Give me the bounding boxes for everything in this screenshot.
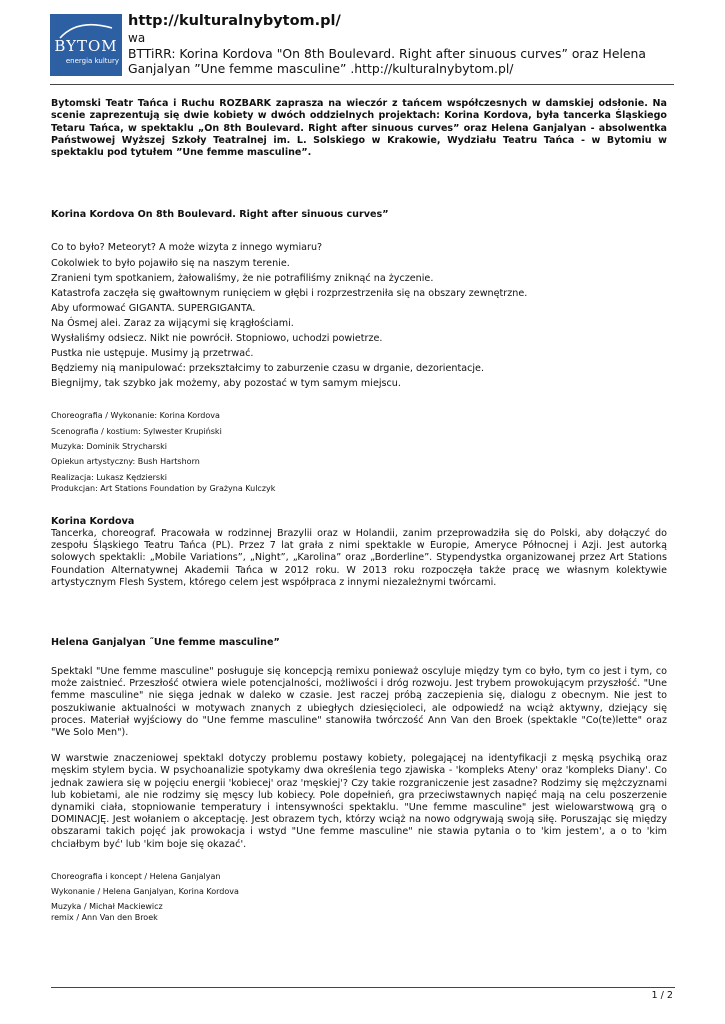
section-heading-korina: Korina Kordova On 8th Boulevard. Right after sinuous curves” [51,209,389,221]
header-title-line-1: BTTiRR: Korina Kordova "On 8th Boulevard. Right after sinuous curves” oraz Helena [128,46,646,61]
bio-heading-korina: Korina Kordova [51,515,135,527]
logo-subtitle: energia kultury [65,57,119,65]
credit-line: Choreografia / Wykonanie: Korina Kordova [51,411,220,421]
poem-line: Wysłaliśmy odsiecz. Nikt nie powrócił. Stopniowo, uchodzi powietrze. [51,333,383,345]
poem-line: Co to było? Meteoryt? A może wizyta z innego wymiaru? [51,242,323,254]
poem-line: Katastrofa zaczęła się gwałtownym runięciem w głębi i rozprzestrzeniła się na obszary zewnętrzne. [51,287,528,299]
document-body [51,98,667,928]
credit-line: Realizacja: Lukasz Kędzierski [51,472,167,482]
helena-paragraph-2: W warstwie znaczeniowej spektakl dotyczy problemu postawy kobiety, polegającej na identyfikacji z męską psychiką oraz męskim stylem bycia. W psychoanalizie spotykamy dwa określenia tego zjawiska - 'kompleks Ateny' oraz 'kompleks Diany'. Co jednak zawiera się w pojęciu energii 'kobiecej' oraz 'męskiej'? Czy takie rozgraniczenie jest zasadne? Rodzimy się mężczyznami lub kobietami, ale nie rodzimy się męscy lub kobiecy. Pole dopełnień, gra przeciwstawnych napięć mają na celu poszerzenie dynamiki ciała, stopniowanie temperatury i intensywności spektaklu. "Une femme masculine" jest wielowarstwową grą o DOMINACJĘ. Jest wołaniem o akceptację. Jest obrazem tych, którzy wciąż na nowo odgrywają swoją siłę. Poruszając się między obszarami takich pojęć jak prowokacja i wstyd "Une femme masculine" nie stawia pytania o to 'kim jestem', a o to 'kim chciałbym być' lub 'kim boje się okazać'. [51,753,667,850]
helena-paragraph-1: Spektakl "Une femme masculine" posługuje się koncepcją remixu ponieważ oscyluje między tym co było, tym co jest i tym, co może zaistnieć. Przeszłość otwiera wiele potencjalności, możliwości i dróg rozwoju. Jest trybem prowokującym przyszłość. "Une femme masculine" nie sięga jednak w daleko w czasie. Jest raczej próbą zaczepienia się, dialogu z obecnym. Nie jest to poszukiwanie aktualności w motywach znanych z ubiegłych dziesięcioleci, ale odpowiedź na wciąż aktywny, dziejący się proces. Materiał wyjściowy do "Une femme masculine" stanowiła twórczość Ann Van den Broek (spektakle "Co(te)lette" oraz "We Solo Men"). [51,665,667,738]
intro-paragraph: Bytomski Teatr Tańca i Ruchu ROZBARK zaprasza na wieczór z tańcem współczesnych w damskiej odsłonie. Na scenie zaprezentują się dwie kobiety w dwóch oddzielnych projektach: Korina Kordova, była tancerka Śląskiego Tetaru Tańca, w spektaklu „On 8th Boulevard. Right after sinuous curves” oraz Helena Ganjalyan - absolwentka Państwowej Wyższej Szkoły Teatralnej im. L. Solskiego w Krakowie, Wydziału Teatru Tańca - w Bytomiu w spektaklu pod tytułem ”Une femme masculine”. [51,98,667,159]
logo-text: BYTOM [54,37,118,55]
credit-line: Choreografia i koncept / Helena Ganjalyan [51,871,221,881]
credit-line: Scenografia / kostium: Sylwester Krupiński [51,426,222,436]
poem-line: Na Ósmej alei. Zaraz za wijącymi się krągłościami. [51,317,294,329]
poem-line: Zranieni tym spotkaniem, żałowaliśmy, że nie potrafiliśmy zniknąć na życzenie. [51,272,434,284]
credit-line: Opiekun artystyczny: Bush Hartshorn [51,457,200,467]
credit-line: Muzyka: Dominik Strycharski [51,442,167,452]
credit-line: Muzyka / Michał Mackiewicz [51,902,163,912]
site-url[interactable]: http://kulturalnybytom.pl/ [128,13,341,29]
poem-line: Cokolwiek to było pojawiło się na naszym terenie. [51,257,290,269]
page-number: 1 / 2 [651,990,673,1001]
credit-line: Produkcjan: Art Stations Foundation by Grażyna Kulczyk [51,483,276,493]
section-heading-helena: Helena Ganjalyan ˝Une femme masculine” [51,636,280,648]
poem-line: Biegnijmy, tak szybko jak możemy, aby pozostać w tym samym miejscu. [51,378,401,390]
poem-line: Pustka nie ustępuje. Musimy ją przetrwać. [51,348,254,360]
credits-helena [51,871,667,924]
header-divider [50,84,674,85]
bio-korina: Tancerka, choreograf. Pracowała w rodzinnej Brazylii oraz w Holandii, zanim przeprowadziła się do Polski, aby dołączyć do zespołu Śląskiego Teatru Tańca (PL). Przez 7 lat grała z nimi spektakle w Europie, Ameryce Północnej i Azji. Jest autorką solowych spektakli: „Mobile Variations”, „Night”, „Karolina” oraz „Borderline”. Stypendystka organizowanej przez Art Stations Foundation Alternatywnej Akademii Tańca w 2012 roku. W 2013 roku rozpoczęła także pracę we własnym kolektywie artystycznym Flesh System, którego celem jest współpraca z innymi niezależnymi twórcami. [51,527,667,588]
poem-block [51,240,667,391]
poem-line: Będziemy nią manipulować: przekształcimy to zaburzenie czasu w drganie, dezorientacje. [51,363,484,375]
credit-line: remix / Ann Van den Broek [51,913,158,923]
credits-korina [51,410,667,493]
bytom-logo [50,14,122,76]
poem-line: Aby uformować GIGANTA. SUPERGIGANTA. [51,302,256,314]
header-title-line-2: Ganjalyan ”Une femme masculine” .http://kulturalnybytom.pl/ [128,61,514,76]
footer-divider [51,987,675,988]
header-wa: wa [128,31,146,45]
credit-line: Wykonanie / Helena Ganjalyan, Korina Kordova [51,887,239,897]
document-header [50,12,675,78]
